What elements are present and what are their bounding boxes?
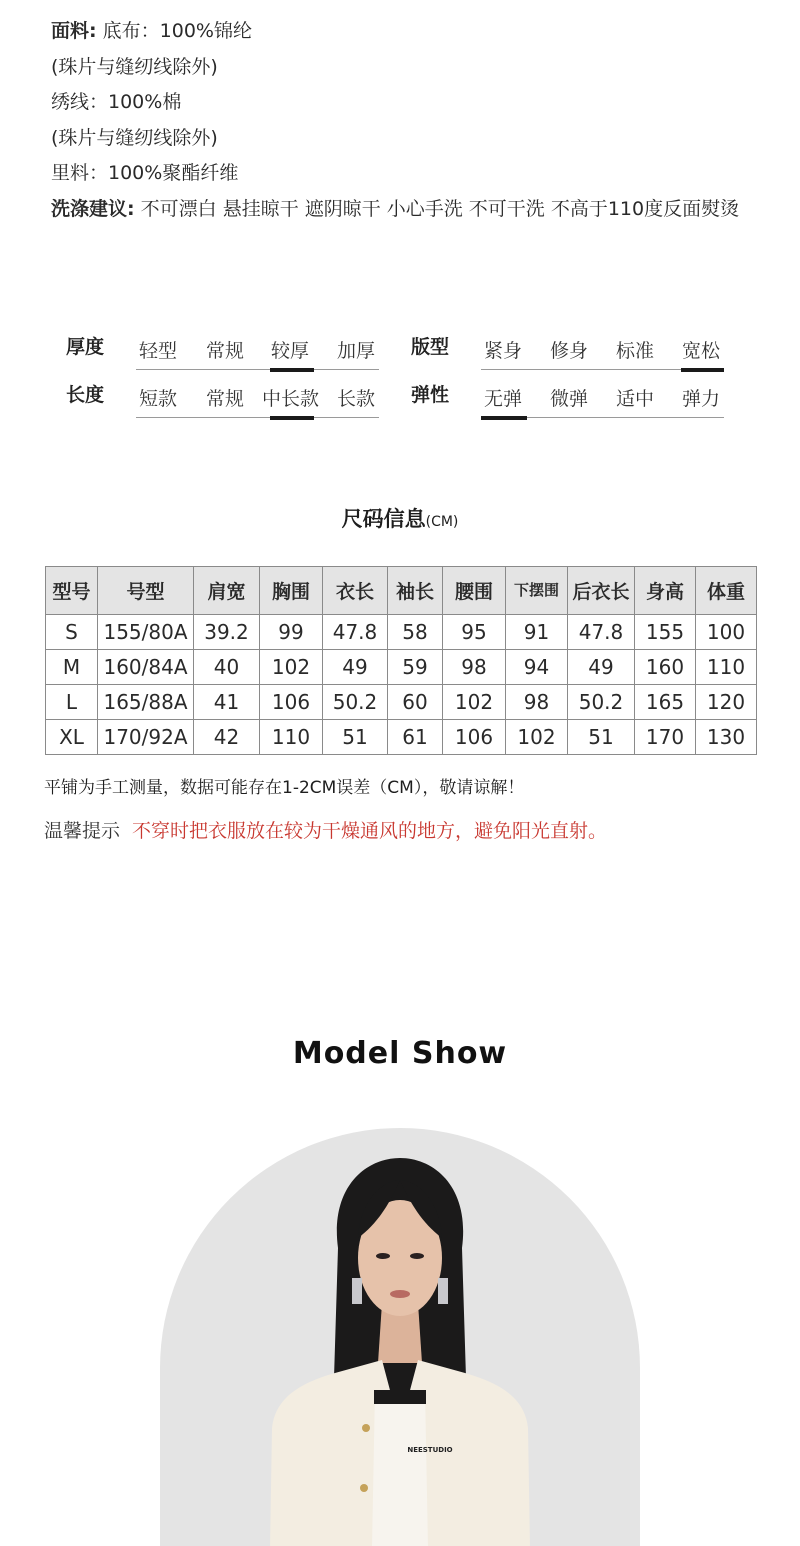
header-cell: 下摆围 <box>506 567 568 615</box>
table-cell: 51 <box>323 720 388 755</box>
header-cell: 后衣长 <box>568 567 635 615</box>
elasticity-option-slight: 微弹 <box>550 388 589 410</box>
header-cell: 肩宽 <box>194 567 260 615</box>
table-cell: 47.8 <box>323 615 388 650</box>
fit-option-standard: 标准 <box>616 340 655 362</box>
length-option-long: 长款 <box>337 388 376 410</box>
table-cell: 60 <box>388 685 443 720</box>
care-tip <box>44 816 607 843</box>
header-cell: 身高 <box>635 567 696 615</box>
table-cell: 39.2 <box>194 615 260 650</box>
length-selected-indicator <box>270 416 314 420</box>
care-label: 洗涤建议: <box>51 197 135 220</box>
table-cell: 95 <box>443 615 506 650</box>
table-cell: 130 <box>696 720 757 755</box>
fit-label: 版型 <box>411 336 450 358</box>
lining-line: 里料：100%聚酯纤维 <box>51 162 239 184</box>
table-cell: 91 <box>506 615 568 650</box>
fabric-line <box>51 14 781 50</box>
table-cell: 170/92A <box>98 720 194 755</box>
table-cell: 155/80A <box>98 615 194 650</box>
header-cell: 腰围 <box>443 567 506 615</box>
table-cell: 170 <box>635 720 696 755</box>
table-cell: 110 <box>260 720 323 755</box>
header-cell: 型号 <box>46 567 98 615</box>
table-cell: 94 <box>506 650 568 685</box>
table-cell: S <box>46 615 98 650</box>
care-value: 不可漂白 悬挂晾干 遮阴晾干 小心手洗 不可干洗 不高于110度反面熨烫 <box>134 197 740 220</box>
elasticity-option-stretch: 弹力 <box>682 388 721 410</box>
table-cell: M <box>46 650 98 685</box>
table-cell: 106 <box>260 685 323 720</box>
table-cell: 51 <box>568 720 635 755</box>
table-cell: 47.8 <box>568 615 635 650</box>
table-cell: 61 <box>388 720 443 755</box>
table-cell: 120 <box>696 685 757 720</box>
table-cell: 106 <box>443 720 506 755</box>
table-cell: 165 <box>635 685 696 720</box>
table-cell: 98 <box>506 685 568 720</box>
table-cell: 110 <box>696 650 757 685</box>
table-cell: 59 <box>388 650 443 685</box>
table-cell: 102 <box>506 720 568 755</box>
elasticity-option-moderate: 适中 <box>616 388 655 410</box>
care-line <box>51 192 781 228</box>
table-cell: 100 <box>696 615 757 650</box>
fabric-note: (珠片与缝纫线除外) <box>51 55 218 78</box>
elasticity-label: 弹性 <box>411 384 450 406</box>
table-cell: 155 <box>635 615 696 650</box>
thickness-options <box>136 332 379 370</box>
thickness-label: 厚度 <box>66 336 105 358</box>
table-cell: 160 <box>635 650 696 685</box>
length-option-regular: 常规 <box>206 388 245 410</box>
size-info-title <box>0 503 800 533</box>
table-cell: 42 <box>194 720 260 755</box>
table-cell: 160/84A <box>98 650 194 685</box>
fit-option-slim: 修身 <box>550 340 589 362</box>
table-cell: 49 <box>323 650 388 685</box>
table-row <box>46 615 757 650</box>
size-table <box>45 566 757 755</box>
header-cell: 衣长 <box>323 567 388 615</box>
elasticity-option-none: 无弹 <box>484 388 523 410</box>
length-option-short: 短款 <box>139 388 178 410</box>
table-cell: 102 <box>443 685 506 720</box>
table-cell: 99 <box>260 615 323 650</box>
elasticity-selected-indicator <box>481 416 527 420</box>
length-label: 长度 <box>66 384 105 406</box>
fabric-label: 面料: <box>51 20 97 42</box>
size-title-unit: (CM) <box>425 514 459 530</box>
fit-options <box>481 332 724 370</box>
table-cell: 58 <box>388 615 443 650</box>
thickness-selected-indicator <box>270 368 314 372</box>
thickness-option-thick: 较厚 <box>271 340 310 362</box>
table-cell: L <box>46 685 98 720</box>
header-cell: 体重 <box>696 567 757 615</box>
tip-label: 温馨提示 <box>44 820 121 842</box>
length-options <box>136 380 379 418</box>
table-cell: 98 <box>443 650 506 685</box>
length-option-mid-long: 中长款 <box>262 388 320 410</box>
fit-option-loose: 宽松 <box>682 340 721 362</box>
header-cell: 胸围 <box>260 567 323 615</box>
table-cell: 165/88A <box>98 685 194 720</box>
embroidery-line: 绣线：100%棉 <box>51 91 182 113</box>
thickness-option-extra-thick: 加厚 <box>337 340 376 362</box>
embroidery-note: (珠片与缝纫线除外) <box>51 126 218 149</box>
header-cell: 袖长 <box>388 567 443 615</box>
model-photo <box>160 1128 640 1546</box>
fit-option-tight: 紧身 <box>484 340 523 362</box>
thickness-option-light: 轻型 <box>139 340 178 362</box>
size-title-text: 尺码信息 <box>341 507 426 531</box>
thickness-option-regular: 常规 <box>206 340 245 362</box>
table-cell: 102 <box>260 650 323 685</box>
table-row <box>46 650 757 685</box>
table-cell: 49 <box>568 650 635 685</box>
size-table-header <box>46 567 757 615</box>
fit-selected-indicator <box>681 368 724 372</box>
table-cell: 50.2 <box>323 685 388 720</box>
header-cell: 号型 <box>98 567 194 615</box>
table-cell: 40 <box>194 650 260 685</box>
model-illustration <box>160 1128 640 1546</box>
material-section <box>51 14 781 227</box>
fabric-value: 底布：100%锦纶 <box>96 20 252 42</box>
model-show-title: Model Show <box>292 1036 508 1071</box>
table-row <box>46 685 757 720</box>
measurement-note: 平铺为手工测量，数据可能存在1-2CM误差（CM），敬请谅解！ <box>44 778 525 798</box>
table-row <box>46 720 757 755</box>
table-cell: 50.2 <box>568 685 635 720</box>
elasticity-options <box>481 380 724 418</box>
tip-text: 不穿时把衣服放在较为干燥通风的地方，避免阳光直射。 <box>132 820 608 842</box>
table-cell: XL <box>46 720 98 755</box>
shirt-print: NEESTUDIO <box>407 1446 453 1454</box>
table-cell: 41 <box>194 685 260 720</box>
